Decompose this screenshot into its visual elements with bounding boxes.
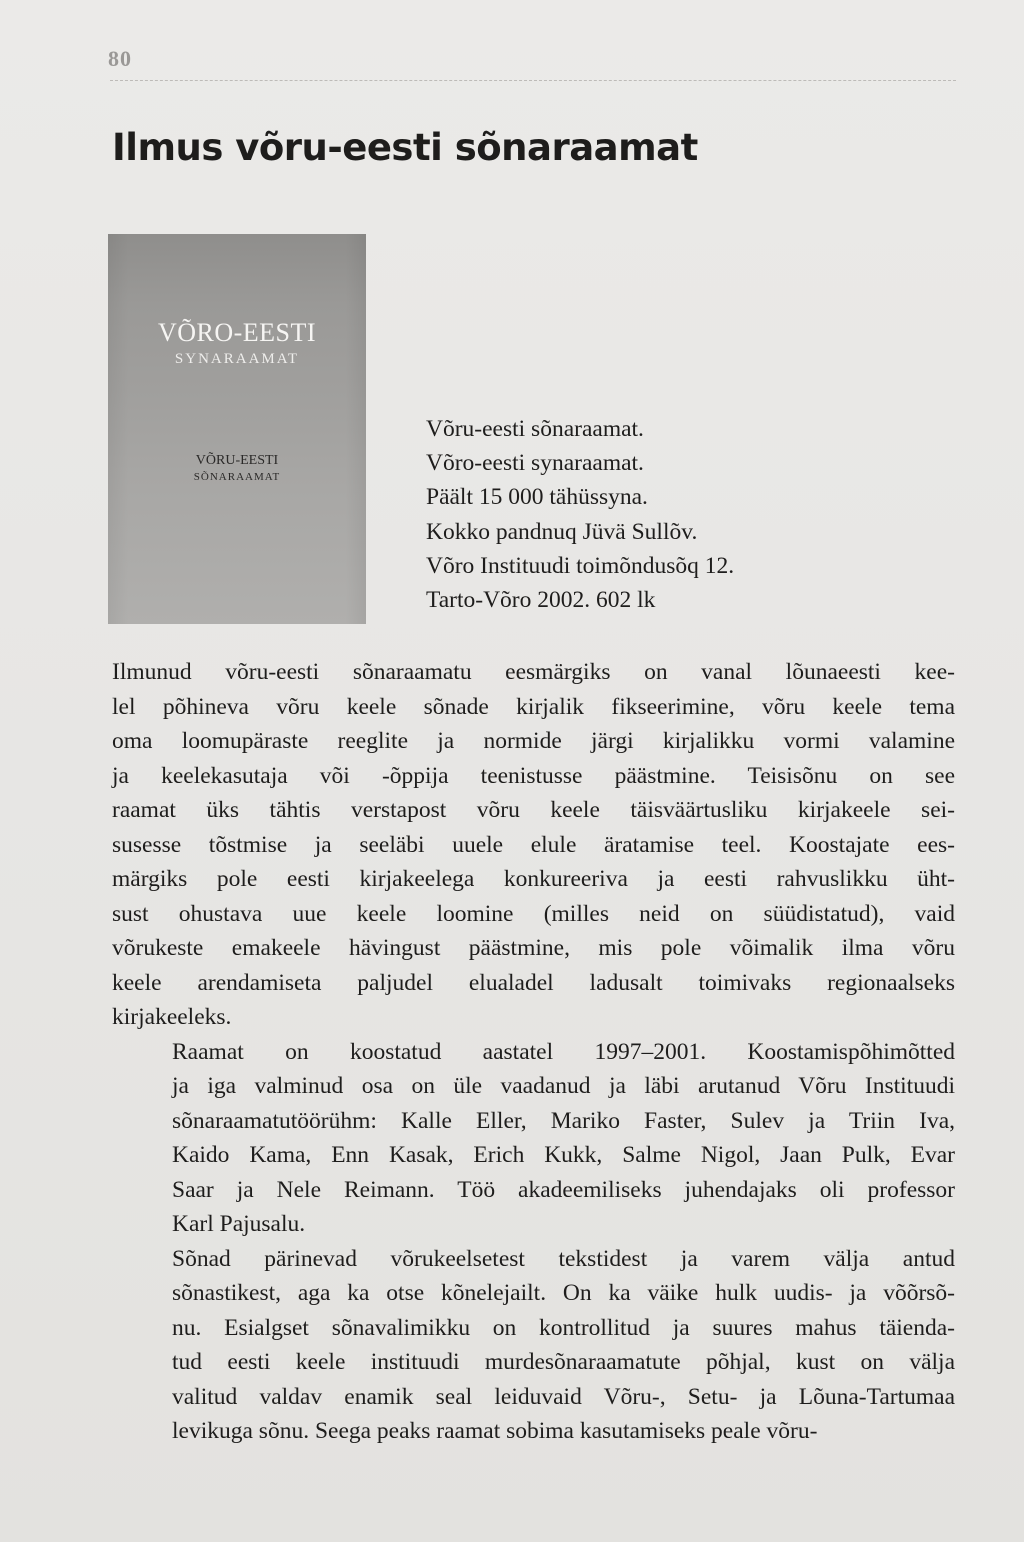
paragraph-line: tud eesti keele instituudi murdesõnaraamatute põhjal, kust on välja [172, 1349, 955, 1375]
book-info-line: Võru-eesti sõnaraamat. [426, 416, 644, 442]
paragraph-line: sust ohustava uue keele loomine (milles neid on süüdistatud), vaid [112, 900, 955, 927]
article-headline: Ilmus võru-eesti sõnaraamat [112, 126, 698, 169]
paragraph-line: valitud valdav enamik seal leiduvaid Võru-, Setu- ja Lõuna-Tartumaa [172, 1383, 955, 1410]
paragraph-line: võrukeste emakeele hävingust päästmine, mis pole võimalik ilma võru [112, 935, 955, 961]
book-info-line: Kokko pandnuq Jüvä Sullõv. [426, 518, 698, 545]
book-info-line: Võro Instituudi toimõndusõq 12. [426, 552, 735, 579]
cover-title: VÕRO-EESTI [157, 318, 317, 347]
paragraph-line: Saar ja Nele Reimann. Töö akadeemiliseks juhendajaks oli professor [172, 1176, 955, 1203]
book-info-line: Võro-eesti synaraamat. [426, 450, 644, 477]
paragraph-line: keele arendamiseta paljudel elualadel ladusalt toimivaks regionaalseks [112, 969, 955, 996]
article-body [112, 655, 955, 1449]
article-paragraph [112, 655, 955, 1035]
page-number: 80 [108, 46, 132, 71]
paragraph-line: lel põhineva võru keele sõnade kirjalik fikseerimine, võru keele tema [112, 693, 955, 720]
paragraph-line: kirjakeeleks. [112, 1004, 232, 1030]
paragraph-line: Kaido Kama, Enn Kasak, Erich Kukk, Salme Nigol, Jaan Pulk, Evar [172, 1142, 955, 1168]
book-info-line: Päält 15 000 tähüssyna. [426, 484, 648, 511]
paragraph-line: Ilmunud võru-eesti sõnaraamatu eesmärgiks on vanal lõunaeesti kee- [112, 659, 955, 685]
paragraph-line: raamat üks tähtis verstapost võru keele täisväärtusliku kirjakeele sei- [112, 797, 955, 823]
paragraph-line: Sõnad pärinevad võrukeelsetest tekstidest ja varem välja antud [172, 1245, 955, 1272]
book-cover-image [108, 234, 366, 624]
cover-subtitle: SYNARAAMAT [174, 351, 300, 367]
paragraph-line: Karl Pajusalu. [172, 1211, 306, 1237]
article-paragraph [112, 1242, 955, 1449]
paragraph-line: nu. Esialgset sõnavalimikku on kontrollitud ja suures mahus täienda- [172, 1314, 955, 1341]
paragraph-line: ja iga valminud osa on üle vaadanud ja läbi arutanud Võru Instituudi [172, 1073, 955, 1099]
paragraph-line: Raamat on koostatud aastatel 1997–2001. Koostamispõhimõtted [172, 1038, 955, 1065]
book-info-line: Tarto-Võro 2002. 602 lk [426, 587, 656, 614]
article-paragraph [112, 1035, 955, 1242]
paragraph-line: ja keelekasutaja või -õppija teenistusse päästmine. Teisisõnu on see [112, 762, 955, 789]
paragraph-line: susesse tõstmise ja seeläbi uuele elule äratamise teel. Koostajate ees- [112, 831, 955, 858]
paragraph-line: levikuga sõnu. Seega peaks raamat sobima kasutamiseks peale võru- [172, 1418, 818, 1444]
cover-inner-subtitle: SÕNARAAMAT [193, 471, 281, 483]
paragraph-line: oma loomupäraste reeglite ja normide järgi kirjalikku vormi valamine [112, 728, 955, 754]
paragraph-line: sõnastikest, aga ka otse kõnelejailt. On ka väike hulk uudis- ja võõrsõ- [172, 1280, 955, 1306]
book-info [426, 412, 734, 617]
cover-inner-title: VÕRU-EESTI [195, 453, 279, 468]
paragraph-line: sõnaraamatutöörühm: Kalle Eller, Mariko Faster, Sulev ja Triin Iva, [172, 1107, 955, 1134]
header-rule [110, 80, 956, 81]
paragraph-line: märgiks pole eesti kirjakeelega konkureeriva ja eesti rahvuslikku üht- [112, 866, 955, 892]
